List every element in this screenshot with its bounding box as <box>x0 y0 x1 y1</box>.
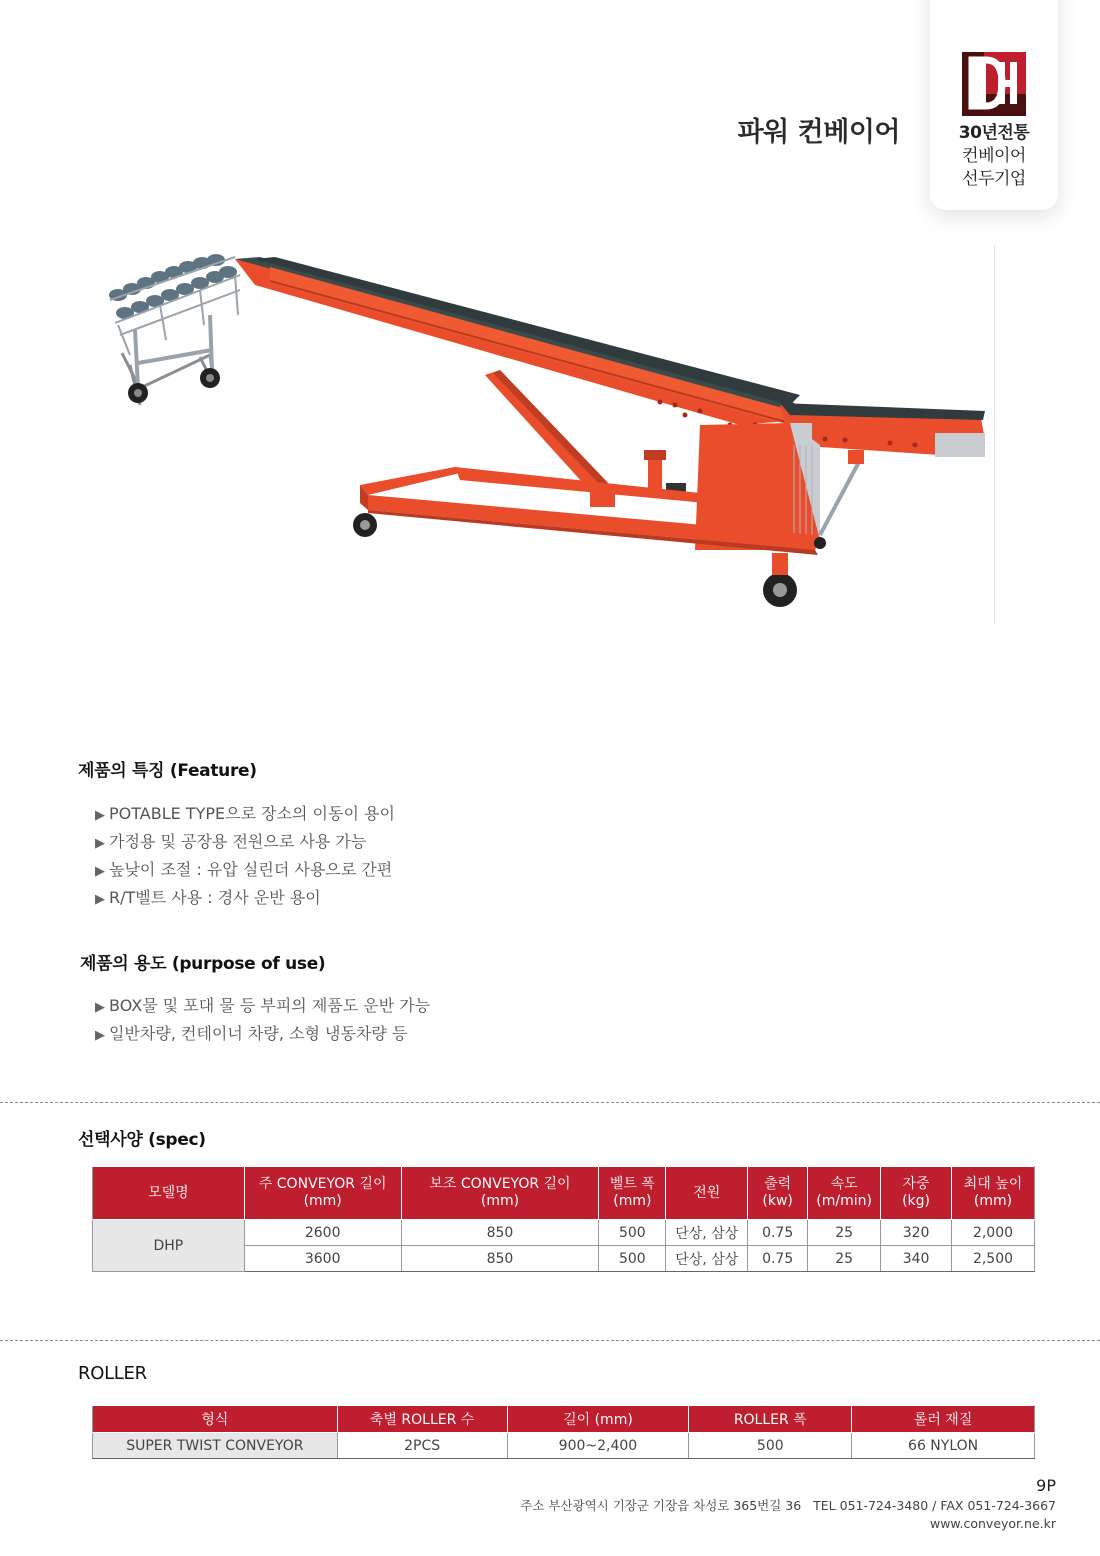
column-header <box>748 1167 808 1220</box>
column-header: 롤러 재질 <box>852 1406 1035 1433</box>
table-cell: 900~2,400 <box>507 1433 689 1459</box>
list-item-text: 일반차량, 컨테이너 차량, 소형 냉동차량 등 <box>109 1024 408 1043</box>
table-cell: 66 NYLON <box>852 1433 1035 1459</box>
power-conveyor-image <box>100 245 1000 625</box>
table-cell: 2,500 <box>952 1246 1035 1272</box>
triangle-right-icon: ▶ <box>95 1028 105 1043</box>
table-cell: 340 <box>881 1246 952 1272</box>
table-cell: 단상, 삼상 <box>666 1220 748 1246</box>
column-header-unit: (mm) <box>303 1193 342 1209</box>
list-item-text: 높낮이 조절 : 유압 실린더 사용으로 간편 <box>109 860 393 879</box>
list-item <box>95 885 395 913</box>
table-cell: 2,000 <box>952 1220 1035 1246</box>
table-header-row <box>93 1167 1035 1220</box>
page-number: 9P <box>1036 1476 1056 1495</box>
purpose-heading: 제품의 용도 (purpose of use) <box>80 954 326 974</box>
triangle-right-icon: ▶ <box>95 836 105 851</box>
column-header-label: 벨트 폭 <box>609 1176 655 1192</box>
column-header-label: 자중 <box>902 1176 930 1192</box>
table-cell: 500 <box>599 1220 666 1246</box>
column-header-unit: (mm) <box>973 1193 1013 1209</box>
table-row <box>93 1220 1035 1246</box>
column-header: 축별 ROLLER 수 <box>337 1406 507 1433</box>
table-cell: 850 <box>401 1220 599 1246</box>
column-header: 형식 <box>93 1406 338 1433</box>
list-item <box>95 801 395 829</box>
list-item <box>95 829 395 857</box>
footer <box>520 1497 1056 1533</box>
column-header-label: 출력 <box>764 1176 792 1192</box>
list-item <box>95 1021 430 1049</box>
feature-heading: 제품의 특징 (Feature) <box>78 761 257 781</box>
column-header-unit: (kw) <box>762 1193 793 1209</box>
column-header <box>401 1167 599 1220</box>
footer-address: 주소 부산광역시 기장군 기장읍 차성로 365번길 36 <box>520 1498 802 1513</box>
purpose-list <box>95 993 430 1049</box>
table-cell: 500 <box>689 1433 852 1459</box>
table-cell: 850 <box>401 1246 599 1272</box>
dashed-divider <box>0 1340 1100 1341</box>
table-cell: 25 <box>808 1220 881 1246</box>
brand-tagline-line: 컨베이어 <box>962 146 1026 166</box>
table-cell: 단상, 삼상 <box>666 1246 748 1272</box>
column-header: 모델명 <box>93 1167 245 1220</box>
triangle-right-icon: ▶ <box>95 1000 105 1015</box>
brand-tagline <box>930 122 1058 191</box>
footer-address-line <box>520 1497 1056 1515</box>
table-cell: 25 <box>808 1246 881 1272</box>
table-header-row <box>93 1406 1035 1433</box>
table-row <box>93 1433 1035 1459</box>
column-header-unit: (m/min) <box>816 1193 872 1209</box>
column-header <box>808 1167 881 1220</box>
list-item <box>95 857 395 885</box>
column-header-label: 보조 CONVEYOR 길이 <box>429 1176 571 1192</box>
column-header: ROLLER 폭 <box>689 1406 852 1433</box>
triangle-right-icon: ▶ <box>95 892 105 907</box>
brand-card <box>930 0 1058 210</box>
column-header <box>952 1167 1035 1220</box>
triangle-right-icon: ▶ <box>95 808 105 823</box>
column-header <box>599 1167 666 1220</box>
product-title: 파워 컨베이어 <box>737 117 900 148</box>
roller-heading: ROLLER <box>78 1363 147 1384</box>
list-item-text: BOX물 및 포대 물 등 부피의 제품도 운반 가능 <box>109 996 431 1015</box>
table-cell: 0.75 <box>748 1246 808 1272</box>
column-header <box>244 1167 401 1220</box>
list-item <box>95 993 430 1021</box>
table-cell: 0.75 <box>748 1220 808 1246</box>
table-cell: 2600 <box>244 1220 401 1246</box>
dh-logo-icon <box>962 52 1026 116</box>
table-cell: 3600 <box>244 1246 401 1272</box>
column-header: 길이 (mm) <box>507 1406 689 1433</box>
roller-table <box>92 1405 1035 1459</box>
column-header: 전원 <box>666 1167 748 1220</box>
triangle-right-icon: ▶ <box>95 864 105 879</box>
spec-heading: 선택사양 (spec) <box>78 1130 206 1150</box>
column-header-unit: (kg) <box>902 1193 931 1209</box>
column-header-label: 속도 <box>830 1176 858 1192</box>
footer-website[interactable]: www.conveyor.ne.kr <box>929 1516 1056 1531</box>
list-item-text: 가정용 및 공장용 전원으로 사용 가능 <box>109 832 367 851</box>
table-cell: SUPER TWIST CONVEYOR <box>93 1433 338 1459</box>
column-header <box>881 1167 952 1220</box>
footer-contact: TEL 051-724-3480 / FAX 051-724-3667 <box>813 1498 1056 1513</box>
table-cell: 500 <box>599 1246 666 1272</box>
dashed-divider <box>0 1102 1100 1103</box>
table-cell: 2PCS <box>337 1433 507 1459</box>
feature-list <box>95 801 395 913</box>
column-header-unit: (mm) <box>480 1193 520 1209</box>
list-item-text: R/T벨트 사용 : 경사 운반 용이 <box>109 888 321 907</box>
column-header-label: 주 CONVEYOR 길이 <box>258 1176 387 1192</box>
brand-tagline-line: 선두기업 <box>962 169 1026 189</box>
column-header-unit: (mm) <box>613 1193 652 1209</box>
list-item-text: POTABLE TYPE으로 장소의 이동이 용이 <box>109 804 395 823</box>
column-header-label: 최대 높이 <box>963 1176 1023 1192</box>
table-cell: 320 <box>881 1220 952 1246</box>
brand-tagline-line: 30년전통 <box>958 123 1030 143</box>
model-cell: DHP <box>93 1220 245 1272</box>
spec-table <box>92 1166 1035 1272</box>
